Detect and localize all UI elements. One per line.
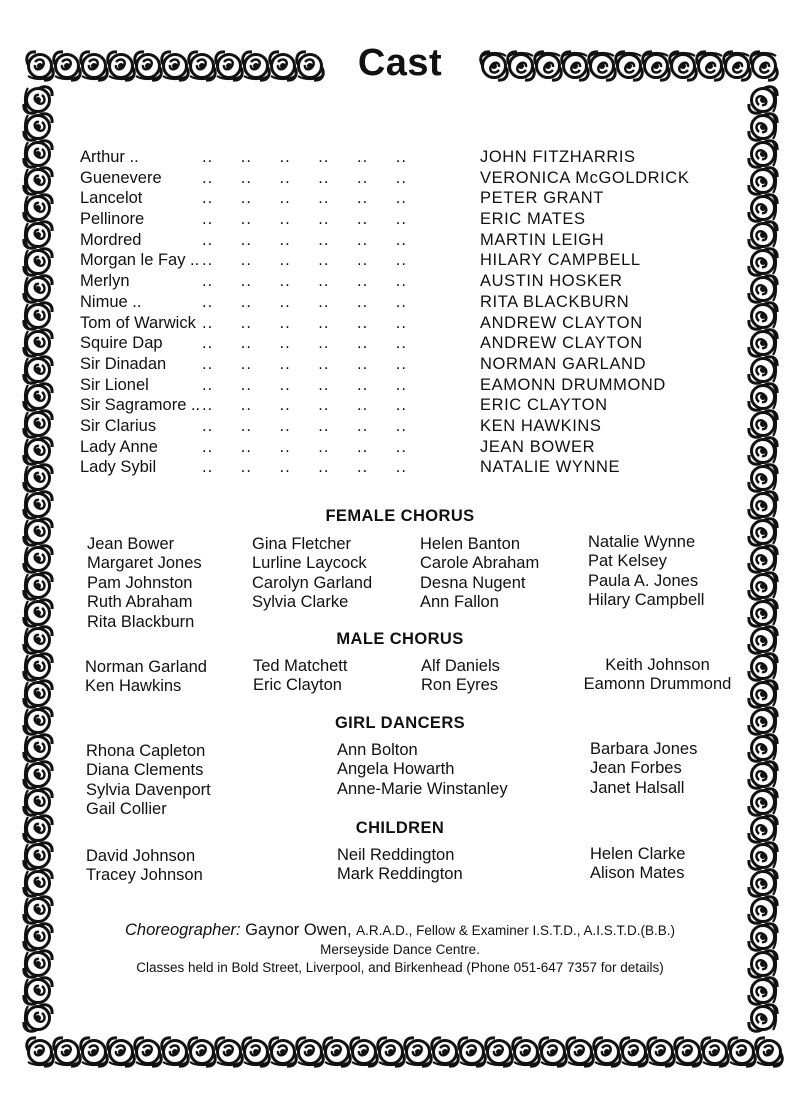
border-ornament-left	[24, 249, 52, 275]
border-ornament-bottom	[648, 1038, 674, 1066]
member-name: Mark Reddington	[337, 865, 463, 884]
cast-row	[80, 210, 740, 231]
border-ornament-right	[749, 573, 777, 599]
female-chorus-column-2	[252, 535, 372, 613]
cast-actor: VERONICA McGOLDRICK	[480, 168, 690, 187]
cast-role: Pellinore	[80, 210, 145, 229]
border-ornament-bottom	[486, 1038, 512, 1066]
girl-dancers-column-3	[590, 740, 697, 798]
cast-row	[80, 189, 740, 210]
children-column-2	[337, 846, 463, 885]
member-name: Paula A. Jones	[588, 571, 699, 590]
member-name: Margaret Jones	[87, 554, 202, 573]
cast-role: Merlyn	[80, 272, 130, 291]
member-name: Pam Johnston	[87, 573, 193, 592]
border-ornament-bottom	[378, 1038, 404, 1066]
member-name: Angela Howarth	[337, 760, 455, 779]
cast-leader-dots: .. .. .. .. .. ..	[202, 416, 407, 435]
cast-role: Mordred	[80, 230, 142, 249]
border-ornament-left	[24, 897, 52, 923]
member-name: Alison Mates	[590, 864, 685, 883]
cast-list	[80, 148, 740, 479]
border-ornament-right	[749, 465, 777, 491]
member-name: Ann Bolton	[337, 741, 418, 759]
cast-leader-dots: .. .. .. .. .. ..	[202, 458, 407, 477]
cast-actor: EAMONN DRUMMOND	[480, 375, 666, 394]
member-name: Barbara Jones	[590, 740, 698, 758]
member-name: Helen Clarke	[590, 845, 686, 863]
member-name: Janet Halsall	[590, 778, 685, 797]
border-ornament-right	[749, 789, 777, 815]
cast-row	[80, 231, 740, 252]
cast-actor: ERIC CLAYTON	[480, 396, 608, 415]
border-ornament-top	[535, 52, 561, 80]
cast-leader-dots: .. .. .. .. .. ..	[202, 251, 407, 270]
member-name: Norman Garland	[85, 658, 207, 676]
member-name: Keith Johnson	[605, 656, 710, 674]
border-ornament-right	[749, 735, 777, 761]
border-ornament-bottom	[702, 1038, 728, 1066]
border-ornament-bottom	[756, 1038, 782, 1066]
cast-role: Squire Dap	[80, 334, 163, 353]
female-chorus-column-3	[420, 535, 539, 613]
member-name: Gina Fletcher	[252, 535, 352, 553]
border-ornament-left	[24, 1005, 52, 1031]
border-ornament-right	[749, 600, 777, 626]
cast-role: Lancelot	[80, 189, 143, 208]
member-name: Eamonn Drummond	[583, 675, 732, 694]
member-name: Carolyn Garland	[252, 573, 373, 592]
cast-actor: RITA BLACKBURN	[480, 292, 630, 311]
cast-role: Tom of Warwick	[80, 313, 196, 332]
border-ornament-top	[162, 52, 188, 80]
border-ornament-top	[108, 52, 134, 80]
cast-row	[80, 458, 740, 479]
border-ornament-bottom	[432, 1038, 458, 1066]
female-chorus-column-4	[588, 533, 704, 611]
border-ornament-right	[749, 384, 777, 410]
cast-row	[80, 251, 740, 272]
cast-role: Sir Clarius	[80, 416, 157, 435]
border-ornament-left	[24, 735, 52, 761]
border-ornament-top	[751, 52, 777, 80]
member-name: Ken Hawkins	[85, 677, 182, 696]
member-name: Hilary Campbell	[588, 591, 705, 610]
male-chorus-column-2	[253, 657, 347, 696]
border-ornament-left	[24, 762, 52, 788]
border-ornament-bottom	[405, 1038, 431, 1066]
dance-school: Merseyside Dance Centre.	[320, 942, 480, 957]
member-name: Pat Kelsey	[588, 552, 667, 571]
cast-actor: JOHN FITZHARRIS	[480, 148, 636, 166]
cast-leader-dots: .. .. .. .. .. ..	[202, 396, 407, 415]
member-name: Jean Forbes	[590, 759, 682, 778]
border-ornament-bottom	[675, 1038, 701, 1066]
border-ornament-left	[24, 411, 52, 437]
cast-leader-dots: .. .. .. .. .. ..	[202, 354, 407, 373]
border-ornament-left	[24, 546, 52, 572]
girl-dancers-column-1	[86, 742, 211, 820]
border-ornament-right	[749, 843, 777, 869]
border-ornament-top	[81, 52, 107, 80]
cast-row	[80, 376, 740, 397]
cast-leader-dots: .. .. .. .. .. ..	[202, 313, 407, 332]
cast-actor: KEN HAWKINS	[480, 416, 602, 435]
border-ornament-left	[24, 222, 52, 248]
cast-row	[80, 334, 740, 355]
member-name: Lurline Laycock	[252, 554, 367, 573]
border-ornament-top	[724, 52, 750, 80]
border-ornament-left	[24, 789, 52, 815]
border-ornament-right	[749, 411, 777, 437]
border-ornament-left	[24, 600, 52, 626]
cast-leader-dots: .. .. .. .. .. ..	[202, 334, 407, 353]
border-ornament-left	[24, 465, 52, 491]
border-ornament-left	[24, 168, 52, 194]
border-ornament-top	[297, 52, 323, 80]
border-ornament-right	[749, 762, 777, 788]
border-ornament-left	[24, 978, 52, 1004]
border-ornament-bottom	[135, 1038, 161, 1066]
border-ornament-left	[24, 438, 52, 464]
border-ornament-top	[216, 52, 242, 80]
member-name: Carole Abraham	[420, 554, 540, 573]
cast-row	[80, 314, 740, 335]
male-chorus-heading: MALE CHORUS	[336, 630, 464, 648]
border-ornament-right	[749, 357, 777, 383]
border-ornament-bottom	[324, 1038, 350, 1066]
children-column-3	[590, 845, 685, 884]
cast-leader-dots: .. .. .. .. .. ..	[202, 437, 407, 456]
cast-row	[80, 438, 740, 459]
border-ornament-top	[643, 52, 669, 80]
border-ornament-left	[24, 114, 52, 140]
member-name: David Johnson	[86, 847, 196, 865]
female-chorus-column-1	[87, 535, 202, 632]
member-name: Rhona Capleton	[86, 742, 206, 760]
girl-dancers-heading: GIRL DANCERS	[334, 714, 466, 732]
border-ornament-right	[749, 114, 777, 140]
member-name: Anne-Marie Winstanley	[337, 779, 508, 798]
border-ornament-right	[749, 330, 777, 356]
border-ornament-top	[562, 52, 588, 80]
border-ornament-bottom	[567, 1038, 593, 1066]
cast-leader-dots: .. .. .. .. .. ..	[202, 189, 407, 208]
member-name: Jean Bower	[87, 535, 175, 553]
cast-row	[80, 417, 740, 438]
border-ornament-left	[24, 681, 52, 707]
border-ornament-bottom	[540, 1038, 566, 1066]
border-ornament-bottom	[459, 1038, 485, 1066]
border-ornament-right	[749, 681, 777, 707]
cast-actor: MARTIN LEIGH	[480, 230, 605, 249]
male-chorus-column-4	[575, 656, 740, 695]
cast-actor: ANDREW CLAYTON	[480, 334, 643, 353]
cast-role: Sir Sagramore ..	[80, 396, 201, 415]
member-name: Eric Clayton	[253, 676, 342, 695]
member-name: Sylvia Clarke	[252, 593, 349, 612]
border-ornament-left	[24, 303, 52, 329]
cast-actor: NATALIE WYNNE	[480, 458, 621, 477]
cast-leader-dots: .. .. .. .. .. ..	[202, 230, 407, 249]
border-ornament-left	[24, 141, 52, 167]
border-ornament-right	[749, 978, 777, 1004]
border-ornament-top	[189, 52, 215, 80]
choreographer-credit	[0, 921, 800, 940]
border-ornament-bottom	[594, 1038, 620, 1066]
cast-actor: ERIC MATES	[480, 210, 586, 229]
cast-row	[80, 272, 740, 293]
border-ornament-left	[24, 843, 52, 869]
cast-row	[80, 169, 740, 190]
border-ornament-left	[24, 87, 52, 113]
border-ornament-bottom	[108, 1038, 134, 1066]
cast-row	[80, 355, 740, 376]
cast-actor: JEAN BOWER	[480, 437, 596, 456]
cast-leader-dots: .. .. .. .. .. ..	[202, 168, 407, 187]
cast-leader-dots: .. .. .. .. .. ..	[202, 375, 407, 394]
border-ornament-bottom	[621, 1038, 647, 1066]
border-ornament-right	[749, 249, 777, 275]
border-ornament-bottom	[162, 1038, 188, 1066]
border-ornament-left	[24, 276, 52, 302]
classes-info: Classes held in Bold Street, Liverpool, and Birkenhead (Phone 051-647 7357 for details)	[136, 960, 664, 975]
border-ornament-top	[243, 52, 269, 80]
children-column-1	[86, 847, 203, 886]
border-ornament-right	[749, 897, 777, 923]
cast-role: Lady Sybil	[80, 458, 157, 477]
cast-role: Nimue ..	[80, 292, 142, 311]
border-ornament-left	[24, 195, 52, 221]
member-name: Ann Fallon	[420, 593, 499, 612]
page-title: Cast	[357, 42, 443, 84]
border-ornament-left	[24, 654, 52, 680]
border-ornament-right	[749, 195, 777, 221]
member-name: Alf Daniels	[421, 657, 500, 675]
cast-leader-dots: .. .. .. .. .. ..	[202, 272, 407, 291]
border-ornament-top	[508, 52, 534, 80]
border-ornament-top	[135, 52, 161, 80]
choreographer-qualifications: A.R.A.D., Fellow & Examiner I.S.T.D., A.I.S.T.D.(B.B.)	[356, 923, 675, 938]
cast-role: Guenevere	[80, 168, 162, 187]
member-name: Rita Blackburn	[87, 612, 195, 631]
member-name: Ron Eyres	[421, 676, 499, 695]
border-ornament-bottom	[81, 1038, 107, 1066]
member-name: Ruth Abraham	[87, 593, 193, 612]
border-ornament-top	[27, 52, 53, 80]
border-ornament-right	[749, 276, 777, 302]
border-ornament-bottom	[27, 1038, 53, 1066]
border-ornament-left	[24, 573, 52, 599]
border-ornament-right	[749, 1005, 777, 1031]
cast-leader-dots: .. .. .. .. .. ..	[202, 148, 407, 166]
border-ornament-top	[589, 52, 615, 80]
cast-role: Sir Lionel	[80, 375, 149, 394]
member-name: Sylvia Davenport	[86, 780, 211, 799]
border-ornament-right	[749, 438, 777, 464]
member-name: Neil Reddington	[337, 846, 455, 864]
cast-actor: NORMAN GARLAND	[480, 354, 647, 373]
member-name: Helen Banton	[420, 535, 520, 553]
border-ornament-top	[616, 52, 642, 80]
member-name: Natalie Wynne	[588, 533, 696, 551]
border-ornament-bottom	[297, 1038, 323, 1066]
border-ornament-right	[749, 654, 777, 680]
border-ornament-right	[749, 546, 777, 572]
border-ornament-bottom	[351, 1038, 377, 1066]
border-ornament-bottom	[513, 1038, 539, 1066]
border-ornament-right	[749, 141, 777, 167]
member-name: Gail Collier	[86, 800, 167, 819]
member-name: Ted Matchett	[253, 657, 348, 675]
male-chorus-column-3	[421, 657, 500, 696]
cast-row	[80, 396, 740, 417]
member-name: Tracey Johnson	[86, 866, 203, 885]
choreographer-label: Choreographer:	[125, 921, 241, 939]
cast-actor: ANDREW CLAYTON	[480, 313, 643, 332]
border-ornament-top	[670, 52, 696, 80]
border-ornament-top	[481, 52, 507, 80]
choreographer-name: Gaynor Owen,	[245, 921, 352, 939]
border-ornament-bottom	[54, 1038, 80, 1066]
cast-role: Morgan le Fay ..	[80, 251, 200, 270]
cast-role: Lady Anne	[80, 437, 158, 456]
border-ornament-right	[749, 303, 777, 329]
border-ornament-top	[270, 52, 296, 80]
cast-actor: HILARY CAMPBELL	[480, 251, 641, 270]
border-ornament-top	[54, 52, 80, 80]
cast-actor: PETER GRANT	[480, 189, 604, 208]
border-ornament-bottom	[729, 1038, 755, 1066]
border-ornament-top	[697, 52, 723, 80]
cast-role: Sir Dinadan	[80, 354, 167, 373]
border-ornament-right	[749, 87, 777, 113]
border-ornament-right	[749, 168, 777, 194]
border-ornament-left	[24, 384, 52, 410]
border-ornament-left	[24, 870, 52, 896]
cast-actor: AUSTIN HOSKER	[480, 272, 623, 291]
member-name: Desna Nugent	[420, 573, 526, 592]
border-ornament-right	[749, 222, 777, 248]
border-ornament-right	[749, 870, 777, 896]
member-name: Diana Clements	[86, 761, 204, 780]
cast-leader-dots: .. .. .. .. .. ..	[202, 292, 407, 311]
cast-row	[80, 148, 740, 169]
border-ornament-bottom	[216, 1038, 242, 1066]
border-ornament-bottom	[243, 1038, 269, 1066]
border-ornament-left	[24, 330, 52, 356]
male-chorus-column-1	[85, 658, 207, 697]
cast-row	[80, 293, 740, 314]
girl-dancers-column-2	[337, 741, 508, 799]
border-ornament-bottom	[270, 1038, 296, 1066]
border-ornament-left	[24, 357, 52, 383]
female-chorus-heading: FEMALE CHORUS	[325, 507, 475, 525]
border-ornament-bottom	[189, 1038, 215, 1066]
cast-leader-dots: .. .. .. .. .. ..	[202, 210, 407, 229]
children-heading: CHILDREN	[355, 819, 445, 837]
cast-role: Arthur ..	[80, 148, 139, 166]
